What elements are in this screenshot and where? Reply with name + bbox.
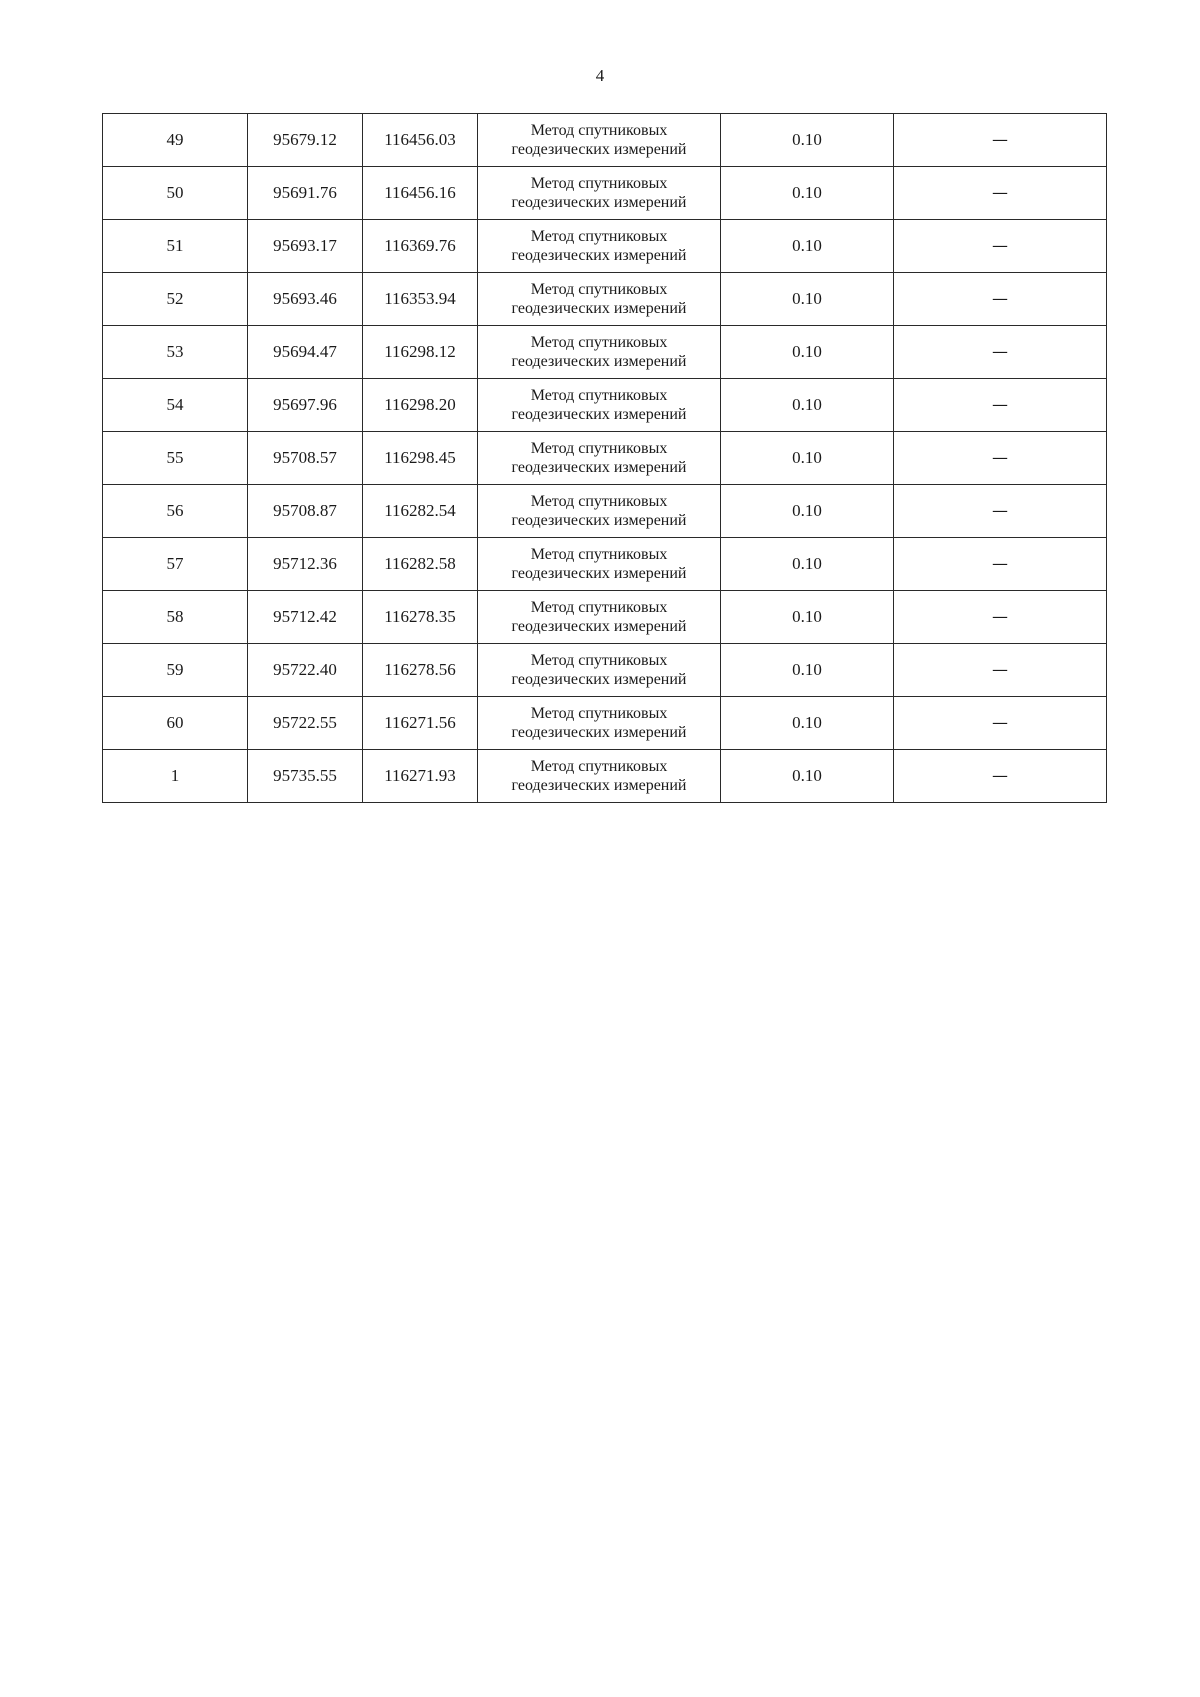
point-number-cell [103, 379, 248, 432]
table-row [103, 591, 1107, 644]
method-line-2: геодезических измерений [511, 777, 687, 794]
method-cell [478, 697, 721, 750]
method-line-1: Метод спутниковых [530, 705, 668, 722]
method-line-1: Метод спутниковых [530, 758, 668, 775]
y-coordinate-text: 116298.20 [384, 395, 456, 414]
table-row [103, 644, 1107, 697]
note-cell [894, 167, 1107, 220]
table-row [103, 220, 1107, 273]
accuracy-cell [721, 591, 894, 644]
y-coordinate-text: 116298.12 [384, 342, 456, 361]
note-cell [894, 432, 1107, 485]
method-cell [478, 644, 721, 697]
x-coordinate-text: 95694.47 [273, 342, 337, 361]
accuracy-cell [721, 538, 894, 591]
method-line-2: геодезических измерений [511, 671, 687, 688]
point-number-cell [103, 167, 248, 220]
method-cell [478, 591, 721, 644]
method-cell [478, 114, 721, 167]
y-coordinate-cell [363, 591, 478, 644]
table-row [103, 432, 1107, 485]
x-coordinate-cell [248, 167, 363, 220]
point-number-text: 54 [166, 395, 184, 414]
note-cell [894, 485, 1107, 538]
accuracy-text: 0.10 [792, 448, 822, 467]
point-number-text: 56 [166, 501, 184, 520]
method-cell [478, 432, 721, 485]
accuracy-text: 0.10 [792, 713, 822, 732]
method-line-2: геодезических измерений [511, 565, 687, 582]
table-row [103, 485, 1107, 538]
accuracy-text: 0.10 [792, 130, 822, 149]
accuracy-cell [721, 697, 894, 750]
note-cell [894, 220, 1107, 273]
point-number-text: 57 [166, 554, 184, 573]
method-line-2: геодезических измерений [511, 141, 687, 158]
method-line-1: Метод спутниковых [530, 652, 668, 669]
note-text: — [992, 130, 1008, 149]
method-line-1: Метод спутниковых [530, 440, 668, 457]
accuracy-cell [721, 750, 894, 803]
x-coordinate-cell [248, 538, 363, 591]
method-line-1: Метод спутниковых [530, 387, 668, 404]
method-line-1: Метод спутниковых [530, 493, 668, 510]
x-coordinate-cell [248, 220, 363, 273]
y-coordinate-cell [363, 750, 478, 803]
point-number-text: 58 [166, 607, 184, 626]
note-text: — [992, 448, 1008, 467]
note-text: — [992, 395, 1008, 414]
y-coordinate-cell [363, 326, 478, 379]
method-line-2: геодезических измерений [511, 406, 687, 423]
point-number-cell [103, 644, 248, 697]
accuracy-cell [721, 326, 894, 379]
note-cell [894, 273, 1107, 326]
method-cell [478, 379, 721, 432]
accuracy-text: 0.10 [792, 501, 822, 520]
x-coordinate-text: 95712.42 [273, 607, 337, 626]
method-line-2: геодезических измерений [511, 353, 687, 370]
point-number-cell [103, 485, 248, 538]
point-number-cell [103, 538, 248, 591]
point-number-cell [103, 326, 248, 379]
method-cell [478, 750, 721, 803]
x-coordinate-text: 95697.96 [273, 395, 337, 414]
note-text: — [992, 183, 1008, 202]
method-line-1: Метод спутниковых [530, 599, 668, 616]
coordinates-table-body [103, 114, 1107, 803]
point-number-cell [103, 220, 248, 273]
y-coordinate-cell [363, 432, 478, 485]
x-coordinate-cell [248, 326, 363, 379]
y-coordinate-text: 116282.54 [384, 501, 456, 520]
y-coordinate-cell [363, 273, 478, 326]
accuracy-cell [721, 432, 894, 485]
note-cell [894, 697, 1107, 750]
point-number-text: 60 [166, 713, 184, 732]
y-coordinate-cell [363, 379, 478, 432]
accuracy-text: 0.10 [792, 342, 822, 361]
point-number-text: 53 [166, 342, 184, 361]
table-row [103, 697, 1107, 750]
method-line-2: геодезических измерений [511, 724, 687, 741]
note-cell [894, 644, 1107, 697]
table-row [103, 538, 1107, 591]
accuracy-cell [721, 167, 894, 220]
x-coordinate-cell [248, 591, 363, 644]
accuracy-text: 0.10 [792, 395, 822, 414]
accuracy-text: 0.10 [792, 183, 822, 202]
y-coordinate-text: 116298.45 [384, 448, 456, 467]
x-coordinate-text: 95679.12 [273, 130, 337, 149]
accuracy-text: 0.10 [792, 607, 822, 626]
coordinates-table [102, 113, 1107, 803]
x-coordinate-text: 95722.40 [273, 660, 337, 679]
y-coordinate-text: 116353.94 [384, 289, 456, 308]
method-line-1: Метод спутниковых [530, 334, 668, 351]
table-row [103, 114, 1107, 167]
y-coordinate-text: 116278.35 [384, 607, 456, 626]
table-row [103, 273, 1107, 326]
note-cell [894, 326, 1107, 379]
table-row [103, 167, 1107, 220]
accuracy-text: 0.10 [792, 554, 822, 573]
accuracy-cell [721, 379, 894, 432]
x-coordinate-text: 95691.76 [273, 183, 337, 202]
method-line-1: Метод спутниковых [530, 228, 668, 245]
note-cell [894, 379, 1107, 432]
accuracy-text: 0.10 [792, 660, 822, 679]
point-number-text: 50 [166, 183, 184, 202]
note-text: — [992, 713, 1008, 732]
method-cell [478, 485, 721, 538]
accuracy-cell [721, 220, 894, 273]
note-text: — [992, 660, 1008, 679]
accuracy-text: 0.10 [792, 236, 822, 255]
method-line-1: Метод спутниковых [530, 122, 668, 139]
page-number: 4 [595, 66, 605, 85]
x-coordinate-text: 95693.17 [273, 236, 337, 255]
note-cell [894, 114, 1107, 167]
accuracy-cell [721, 273, 894, 326]
point-number-text: 49 [166, 130, 184, 149]
y-coordinate-cell [363, 697, 478, 750]
y-coordinate-text: 116456.03 [384, 130, 456, 149]
y-coordinate-text: 116278.56 [384, 660, 456, 679]
method-cell [478, 167, 721, 220]
x-coordinate-text: 95708.57 [273, 448, 337, 467]
note-text: — [992, 501, 1008, 520]
table-row [103, 379, 1107, 432]
x-coordinate-text: 95735.55 [273, 766, 337, 785]
accuracy-cell [721, 485, 894, 538]
method-cell [478, 220, 721, 273]
note-text: — [992, 607, 1008, 626]
y-coordinate-text: 116456.16 [384, 183, 456, 202]
accuracy-text: 0.10 [792, 766, 822, 785]
method-line-2: геодезических измерений [511, 512, 687, 529]
note-cell [894, 538, 1107, 591]
method-line-2: геодезических измерений [511, 618, 687, 635]
note-text: — [992, 554, 1008, 573]
method-line-1: Метод спутниковых [530, 546, 668, 563]
table-row [103, 326, 1107, 379]
point-number-text: 55 [166, 448, 184, 467]
note-cell [894, 750, 1107, 803]
method-line-2: геодезических измерений [511, 247, 687, 264]
method-cell [478, 326, 721, 379]
x-coordinate-cell [248, 273, 363, 326]
accuracy-text: 0.10 [792, 289, 822, 308]
y-coordinate-cell [363, 167, 478, 220]
x-coordinate-text: 95722.55 [273, 713, 337, 732]
point-number-cell [103, 273, 248, 326]
y-coordinate-cell [363, 538, 478, 591]
x-coordinate-cell [248, 644, 363, 697]
x-coordinate-cell [248, 750, 363, 803]
x-coordinate-cell [248, 379, 363, 432]
y-coordinate-cell [363, 644, 478, 697]
method-line-1: Метод спутниковых [530, 281, 668, 298]
y-coordinate-text: 116282.58 [384, 554, 456, 573]
point-number-cell [103, 114, 248, 167]
table-row [103, 750, 1107, 803]
point-number-text: 52 [166, 289, 184, 308]
method-line-2: геодезических измерений [511, 194, 687, 211]
point-number-text: 51 [166, 236, 184, 255]
x-coordinate-text: 95708.87 [273, 501, 337, 520]
x-coordinate-cell [248, 697, 363, 750]
x-coordinate-cell [248, 432, 363, 485]
y-coordinate-text: 116369.76 [384, 236, 456, 255]
y-coordinate-text: 116271.93 [384, 766, 456, 785]
point-number-cell [103, 432, 248, 485]
note-text: — [992, 236, 1008, 255]
x-coordinate-text: 95693.46 [273, 289, 337, 308]
method-line-2: геодезических измерений [511, 459, 687, 476]
x-coordinate-cell [248, 114, 363, 167]
point-number-text: 1 [170, 766, 180, 785]
note-cell [894, 591, 1107, 644]
x-coordinate-text: 95712.36 [273, 554, 337, 573]
y-coordinate-cell [363, 485, 478, 538]
point-number-cell [103, 697, 248, 750]
method-line-1: Метод спутниковых [530, 175, 668, 192]
method-cell [478, 538, 721, 591]
y-coordinate-cell [363, 114, 478, 167]
x-coordinate-cell [248, 485, 363, 538]
point-number-text: 59 [166, 660, 184, 679]
note-text: — [992, 342, 1008, 361]
point-number-cell [103, 750, 248, 803]
method-line-2: геодезических измерений [511, 300, 687, 317]
method-cell [478, 273, 721, 326]
note-text: — [992, 289, 1008, 308]
y-coordinate-cell [363, 220, 478, 273]
y-coordinate-text: 116271.56 [384, 713, 456, 732]
point-number-cell [103, 591, 248, 644]
accuracy-cell [721, 114, 894, 167]
note-text: — [992, 766, 1008, 785]
accuracy-cell [721, 644, 894, 697]
